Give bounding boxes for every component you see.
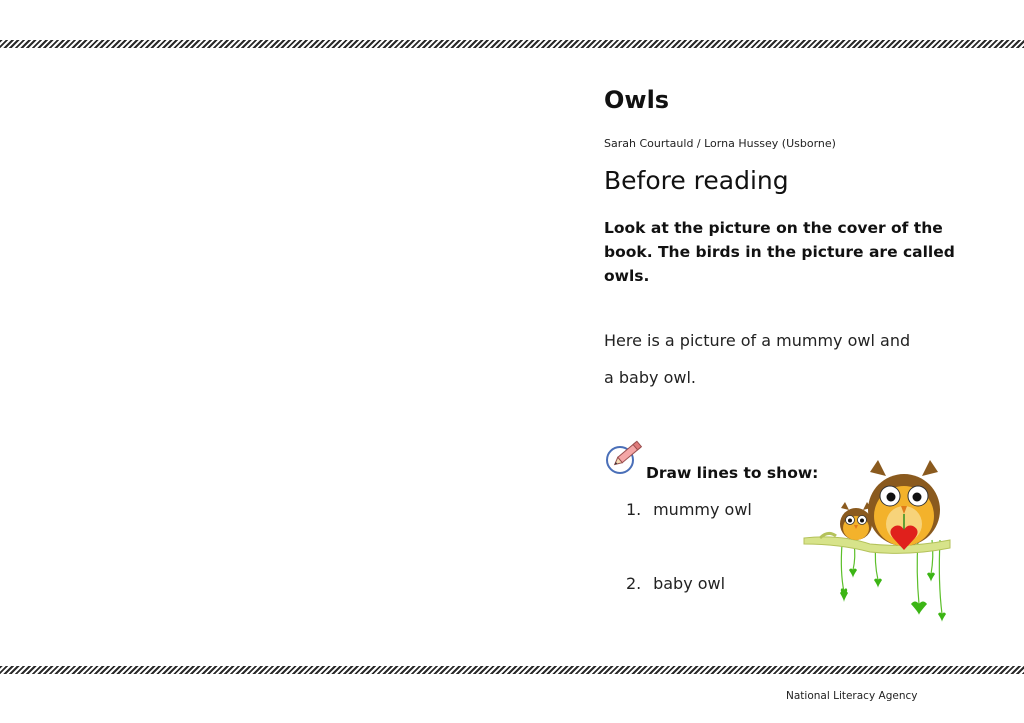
- intro-text: Look at the picture on the cover of the book. The birds in the picture are called owls.: [604, 219, 955, 285]
- section-heading: Before reading: [604, 166, 789, 195]
- list-item-mummy-owl: [626, 500, 752, 519]
- list-item-number: 1.: [626, 500, 642, 519]
- instruction-text: Draw lines to show:: [646, 464, 819, 482]
- book-author: Sarah Courtauld / Lorna Hussey (Usborne): [604, 137, 836, 150]
- list-item-number: 2.: [626, 574, 642, 593]
- paragraph-line-1: Here is a picture of a mummy owl and: [604, 331, 911, 350]
- footer-text: National Literacy Agency: [786, 690, 918, 702]
- pencil-icon: [604, 438, 648, 478]
- owls-illustration: [800, 452, 952, 626]
- bottom-border: [0, 666, 1024, 674]
- list-item-label: mummy owl: [653, 500, 752, 519]
- list-item-baby-owl: [626, 574, 725, 593]
- page-title: Owls: [604, 86, 670, 114]
- list-item-label: baby owl: [653, 574, 726, 593]
- top-border: [0, 40, 1024, 48]
- paragraph-line-2: a baby owl.: [604, 368, 696, 387]
